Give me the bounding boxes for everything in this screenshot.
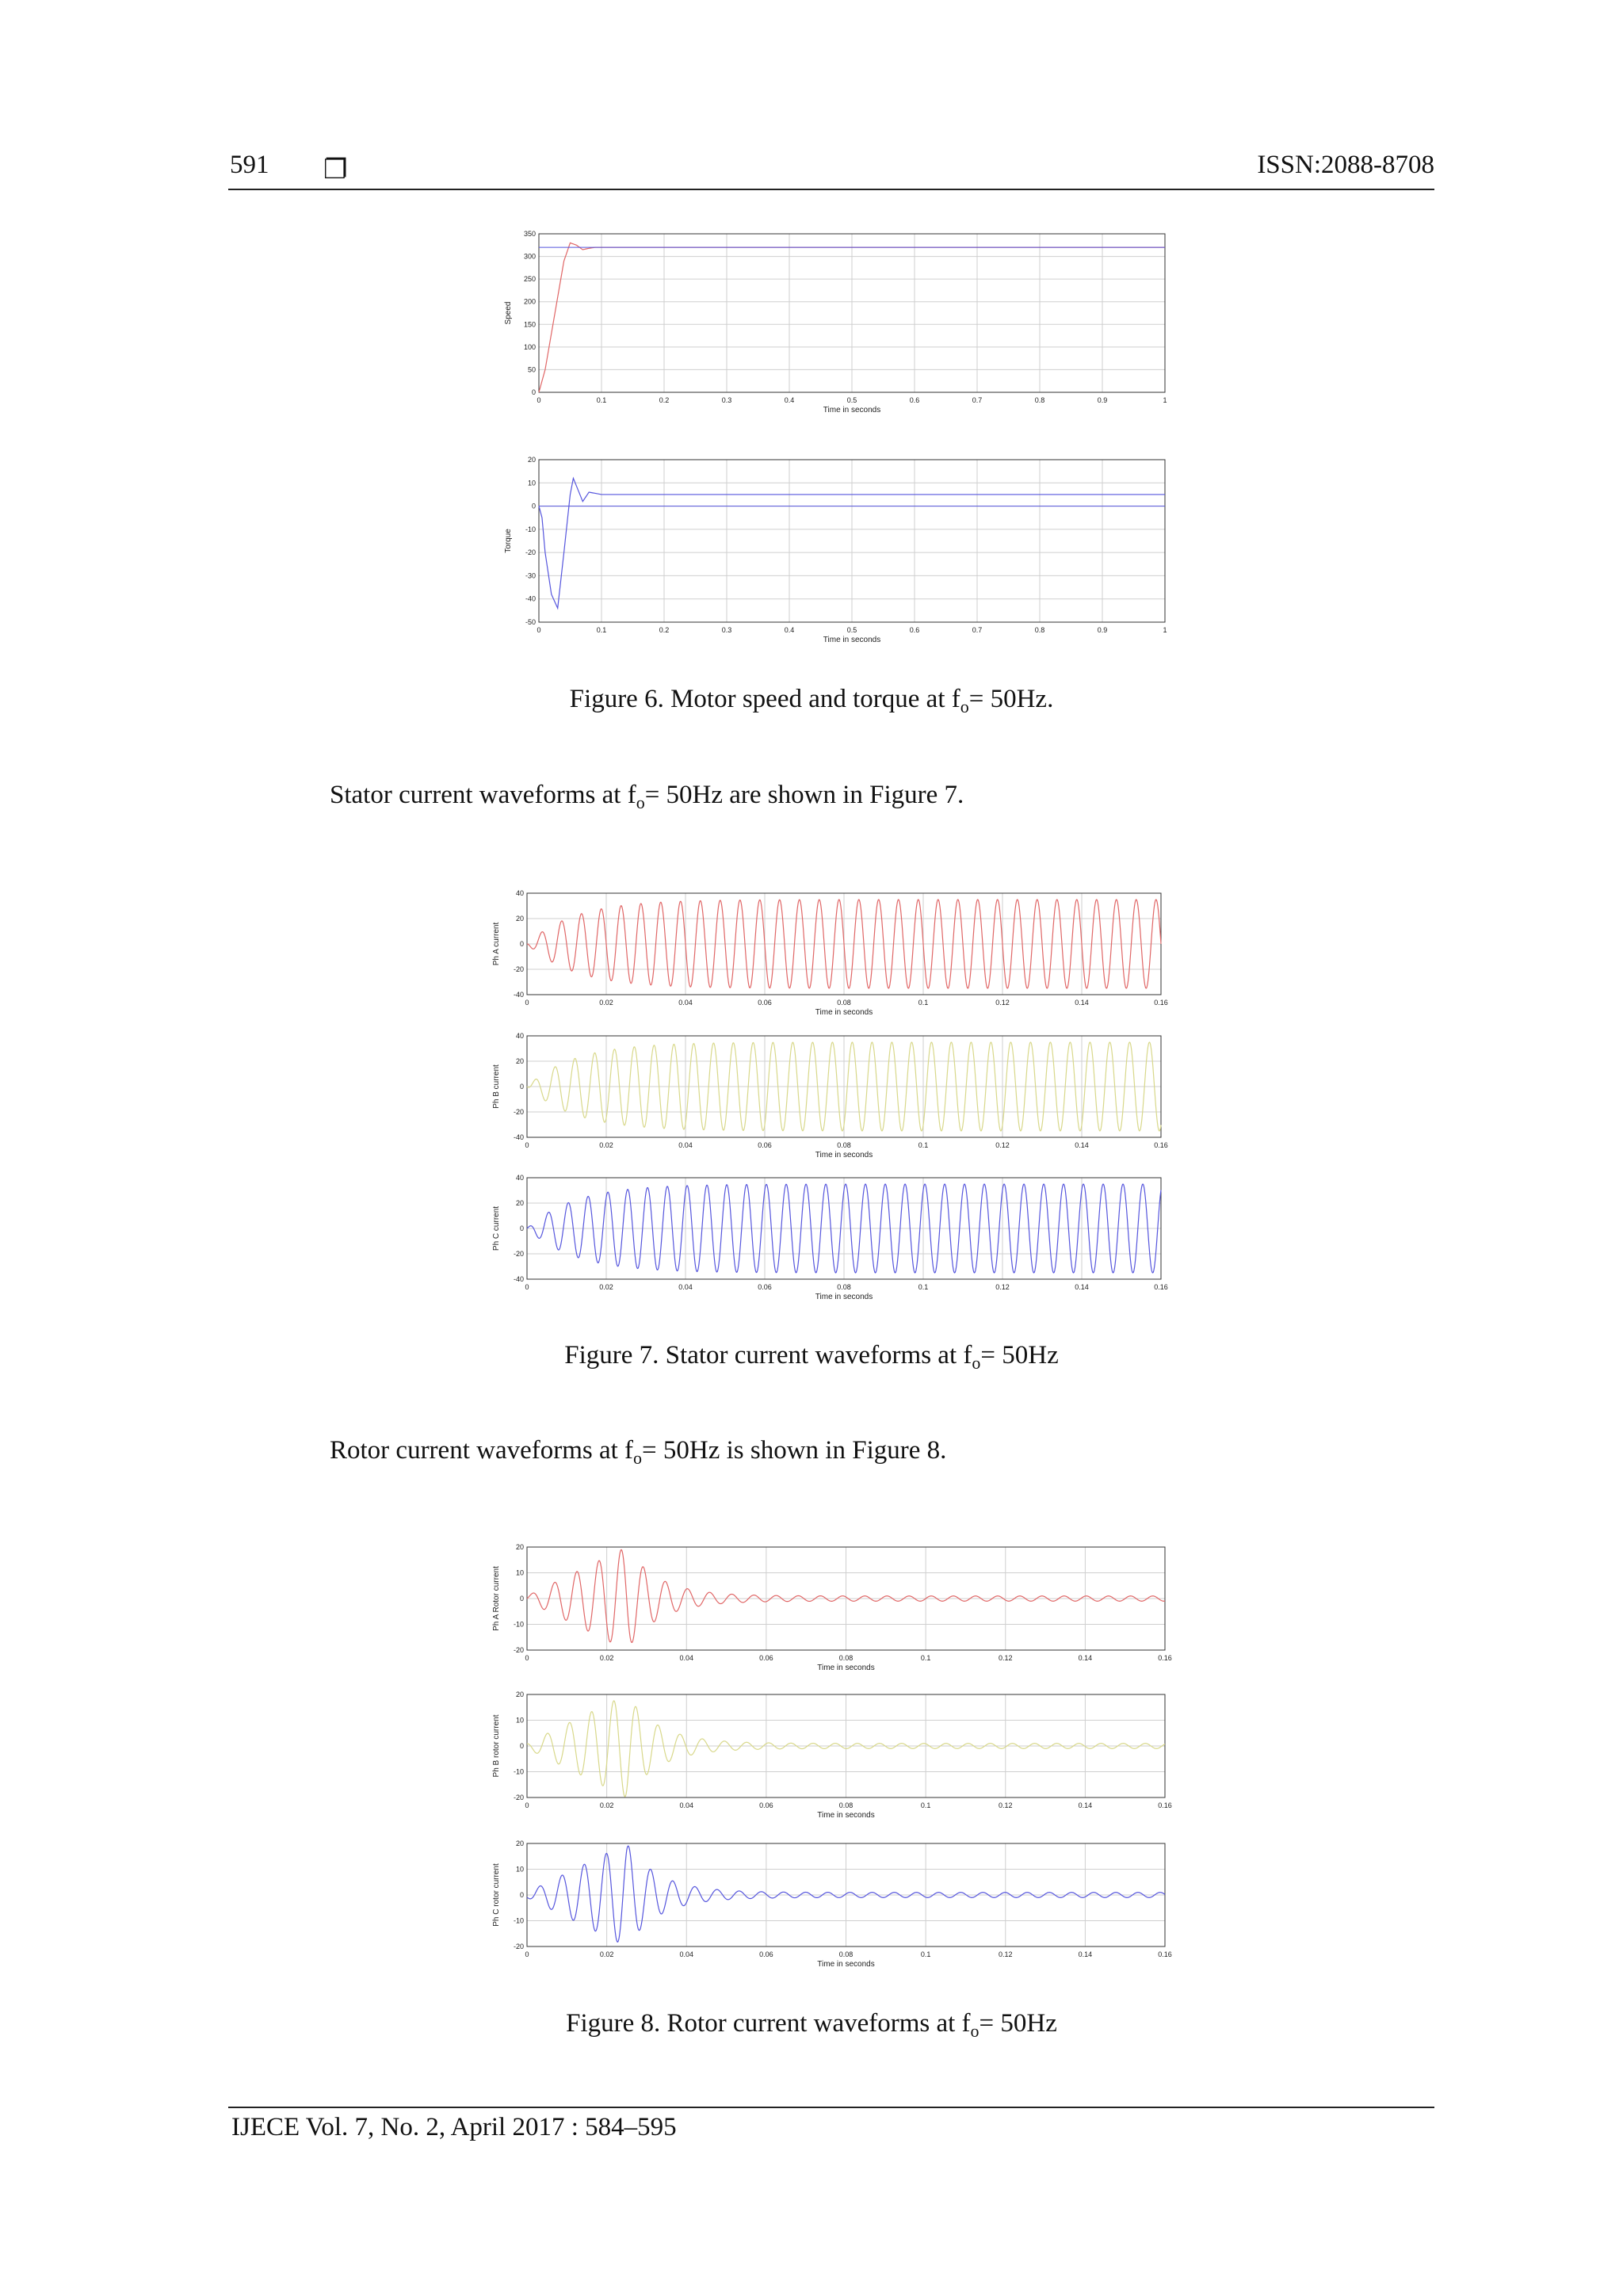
figure-6 [475, 226, 1173, 654]
speed-ytick-label: 50 [527, 365, 536, 374]
stator-c-xtick-label: 0.06 [758, 1283, 772, 1291]
stator-b-ytick-label: -40 [513, 1133, 524, 1141]
speed-xtick-label: 0.6 [909, 396, 920, 404]
stator-a-plot [492, 889, 1168, 1017]
stator-b-xtick-label: 0.16 [1154, 1141, 1168, 1149]
rotor-a-ytick-label: 20 [515, 1543, 524, 1551]
rotor-a-xtick-label: 0.1 [920, 1654, 931, 1662]
footer-citation: IJECE Vol. 7, No. 2, April 2017 : 584–595 [231, 2113, 677, 2141]
stator-c-xtick-label: 0.16 [1154, 1283, 1168, 1291]
rotor-a-xtick-label: 0.16 [1158, 1654, 1172, 1662]
torque-xtick-label: 0 [537, 626, 541, 634]
stator-c-xtick-label: 0.1 [918, 1283, 929, 1291]
rotor-c-xtick-label: 0.12 [998, 1950, 1013, 1958]
rotor-b-xtick-label: 0.02 [599, 1801, 614, 1809]
torque-ytick-label: 20 [527, 456, 536, 464]
stator-c-plot [492, 1174, 1168, 1301]
stator-b-plot [492, 1032, 1168, 1159]
stator-a-xtick-label: 0.06 [758, 999, 772, 1007]
torque-xtick-label: 0.1 [596, 626, 607, 634]
stator-a-xtick-label: 0.02 [599, 999, 613, 1007]
stator-c-ytick-label: 20 [515, 1199, 524, 1207]
rotor-c-xtick-label: 0.06 [759, 1950, 773, 1958]
torque-ytick-label: -10 [525, 525, 536, 533]
stator-b-xtick-label: 0.1 [918, 1141, 929, 1149]
rotor-b-ytick-label: -20 [513, 1794, 524, 1801]
stator-a-ytick-label: 40 [515, 889, 524, 897]
rotor-b-plot [492, 1690, 1172, 1820]
speed-plot [504, 230, 1167, 415]
stator-c-ytick-label: -40 [513, 1275, 524, 1283]
torque-xlabel: Time in seconds [823, 636, 881, 644]
speed-xlabel: Time in seconds [823, 406, 881, 415]
rotor-c-ytick-label: 10 [515, 1865, 524, 1874]
page-number: 591 [230, 151, 269, 179]
rotor-b-ytick-label: -10 [513, 1767, 524, 1776]
stator-a-xtick-label: 0 [525, 999, 529, 1007]
speed-xtick-label: 0 [537, 396, 541, 404]
stator-b-xtick-label: 0.14 [1075, 1141, 1089, 1149]
stator-a-xtick-label: 0.12 [995, 999, 1010, 1007]
torque-ytick-label: 0 [531, 502, 536, 510]
stator-a-xtick-label: 0.04 [678, 999, 693, 1007]
rotor-c-xlabel: Time in seconds [817, 1960, 875, 1969]
speed-xtick-label: 0.4 [784, 396, 795, 404]
stator-a-ytick-label: 20 [515, 915, 524, 923]
rotor-c-xtick-label: 0.16 [1158, 1950, 1172, 1958]
stator-a-ytick-label: 0 [519, 940, 524, 948]
torque-xtick-label: 1 [1163, 626, 1167, 634]
stator-b-xlabel: Time in seconds [815, 1151, 873, 1159]
rotor-c-xtick-label: 0 [525, 1950, 529, 1958]
rotor-c-xtick-label: 0.02 [599, 1950, 614, 1958]
torque-xtick-label: 0.7 [972, 626, 983, 634]
speed-ytick-label: 300 [523, 252, 536, 261]
rotor-b-xtick-label: 0.12 [998, 1801, 1013, 1809]
box-icon: ❐ [323, 155, 348, 185]
rotor-c-plot [492, 1839, 1172, 1969]
rotor-b-xtick-label: 0 [525, 1801, 529, 1809]
speed-xtick-label: 1 [1163, 396, 1167, 404]
rotor-a-ylabel: Ph A Rotor current [492, 1566, 501, 1631]
rotor-b-xtick-label: 0.1 [920, 1801, 931, 1809]
speed-xtick-label: 0.2 [659, 396, 670, 404]
torque-ytick-label: 10 [527, 479, 536, 487]
torque-ytick-label: -20 [525, 548, 536, 557]
torque-xtick-label: 0.3 [721, 626, 732, 634]
rotor-c-ytick-label: -20 [513, 1943, 524, 1950]
footer-rule [228, 2107, 1434, 2108]
stator-c-xtick-label: 0.08 [837, 1283, 851, 1291]
stator-a-ylabel: Ph A current [492, 922, 501, 966]
rotor-b-ytick-label: 20 [515, 1690, 524, 1698]
stator-c-ytick-label: -20 [513, 1250, 524, 1258]
rotor-b-ytick-label: 10 [515, 1716, 524, 1725]
stator-b-xtick-label: 0 [525, 1141, 529, 1149]
rotor-a-ytick-label: -10 [513, 1620, 524, 1629]
torque-plot [504, 456, 1167, 644]
speed-xtick-label: 0.1 [596, 396, 607, 404]
stator-c-xlabel: Time in seconds [815, 1293, 873, 1301]
rotor-b-ytick-label: 0 [519, 1742, 524, 1750]
speed-ytick-label: 0 [531, 388, 536, 396]
rotor-b-xtick-label: 0.16 [1158, 1801, 1172, 1809]
rotor-a-xlabel: Time in seconds [817, 1664, 875, 1672]
rotor-c-xtick-label: 0.08 [838, 1950, 854, 1958]
speed-xtick-label: 0.8 [1034, 396, 1045, 404]
rotor-c-xtick-label: 0.04 [679, 1950, 694, 1958]
header-rule [228, 189, 1434, 190]
stator-b-xtick-label: 0.04 [678, 1141, 693, 1149]
stator-b-xtick-label: 0.12 [995, 1141, 1010, 1149]
rotor-b-xtick-label: 0.04 [679, 1801, 694, 1809]
torque-ytick-label: -40 [525, 594, 536, 603]
torque-xtick-label: 0.5 [846, 626, 857, 634]
rotor-b-xlabel: Time in seconds [817, 1811, 875, 1820]
torque-ytick-label: -50 [525, 618, 536, 626]
rotor-a-xtick-label: 0.06 [759, 1654, 773, 1662]
stator-a-xlabel: Time in seconds [815, 1008, 873, 1017]
rotor-a-ytick-label: 0 [519, 1595, 524, 1603]
rotor-c-ytick-label: 0 [519, 1891, 524, 1899]
rotor-c-xtick-label: 0.14 [1078, 1950, 1093, 1958]
stator-c-xtick-label: 0.04 [678, 1283, 693, 1291]
stator-c-xtick-label: 0 [525, 1283, 529, 1291]
rotor-b-xtick-label: 0.14 [1078, 1801, 1093, 1809]
stator-b-xtick-label: 0.02 [599, 1141, 613, 1149]
stator-a-ytick-label: -40 [513, 991, 524, 999]
stator-b-ytick-label: 20 [515, 1057, 524, 1065]
speed-ytick-label: 100 [523, 342, 536, 351]
stator-c-xtick-label: 0.14 [1075, 1283, 1089, 1291]
rotor-c-xtick-label: 0.1 [920, 1950, 931, 1958]
torque-xtick-label: 0.8 [1034, 626, 1045, 634]
torque-xtick-label: 0.6 [909, 626, 920, 634]
speed-ylabel: Speed [504, 301, 513, 325]
issn-label: ISSN:2088-8708 [1257, 151, 1434, 179]
figure-8 [475, 1538, 1173, 1973]
rotor-b-ylabel: Ph B rotor current [492, 1714, 501, 1778]
figure-6-caption: Figure 6. Motor speed and torque at $f_o= 50Hz$. [569, 685, 1054, 716]
stator-c-ytick-label: 40 [515, 1174, 524, 1182]
stator-b-ytick-label: 0 [519, 1083, 524, 1091]
stator-a-ytick-label: -20 [513, 965, 524, 973]
stator-b-ytick-label: 40 [515, 1032, 524, 1040]
stator-b-xtick-label: 0.08 [837, 1141, 851, 1149]
paragraph-rotor: Rotor current waveforms at $f_o= 50Hz$ is shown in Figure 8. [330, 1436, 947, 1468]
speed-ytick-label: 150 [523, 320, 536, 329]
stator-a-xtick-label: 0.16 [1154, 999, 1168, 1007]
speed-xtick-label: 0.3 [721, 396, 732, 404]
torque-ylabel: Torque [504, 529, 513, 553]
stator-c-ytick-label: 0 [519, 1224, 524, 1232]
stator-c-xtick-label: 0.12 [995, 1283, 1010, 1291]
stator-b-xtick-label: 0.06 [758, 1141, 772, 1149]
rotor-b-xtick-label: 0.06 [759, 1801, 773, 1809]
speed-ytick-label: 200 [523, 297, 536, 306]
torque-xtick-label: 0.2 [659, 626, 670, 634]
speed-ytick-label: 250 [523, 275, 536, 284]
rotor-a-xtick-label: 0.12 [998, 1654, 1013, 1662]
paragraph-stator: Stator current waveforms at $f_o= 50Hz$ are shown in Figure 7. [330, 781, 964, 812]
stator-c-ylabel: Ph C current [492, 1205, 501, 1251]
speed-xtick-label: 0.5 [846, 396, 857, 404]
stator-a-xtick-label: 0.08 [837, 999, 851, 1007]
stator-b-ytick-label: -20 [513, 1108, 524, 1116]
speed-xtick-label: 0.9 [1097, 396, 1108, 404]
rotor-a-xtick-label: 0.02 [599, 1654, 614, 1662]
page-header [230, 151, 1434, 190]
rotor-a-xtick-label: 0.14 [1078, 1654, 1093, 1662]
rotor-a-plot [492, 1543, 1172, 1672]
speed-xtick-label: 0.7 [972, 396, 983, 404]
torque-ytick-label: -30 [525, 571, 536, 580]
rotor-c-ylabel: Ph C rotor current [492, 1863, 501, 1927]
stator-c-xtick-label: 0.02 [599, 1283, 613, 1291]
stator-a-xtick-label: 0.14 [1075, 999, 1089, 1007]
torque-xtick-label: 0.4 [784, 626, 795, 634]
figure-7-caption: Figure 7. Stator current waveforms at $f_o= 50Hz$ [564, 1341, 1059, 1373]
rotor-a-xtick-label: 0 [525, 1654, 529, 1662]
rotor-c-ytick-label: -10 [513, 1916, 524, 1925]
stator-b-ylabel: Ph B current [492, 1064, 501, 1109]
rotor-b-xtick-label: 0.08 [838, 1801, 854, 1809]
rotor-a-xtick-label: 0.08 [838, 1654, 854, 1662]
rotor-a-ytick-label: -20 [513, 1646, 524, 1654]
rotor-a-ytick-label: 10 [515, 1568, 524, 1577]
figure-8-caption: Figure 8. Rotor current waveforms at $f_o= 50Hz$ [566, 2009, 1057, 2041]
figure-7 [475, 884, 1173, 1312]
torque-xtick-label: 0.9 [1097, 626, 1108, 634]
rotor-c-ytick-label: 20 [515, 1839, 524, 1847]
stator-a-xtick-label: 0.1 [918, 999, 929, 1007]
rotor-a-xtick-label: 0.04 [679, 1654, 694, 1662]
speed-ytick-label: 350 [523, 230, 536, 238]
